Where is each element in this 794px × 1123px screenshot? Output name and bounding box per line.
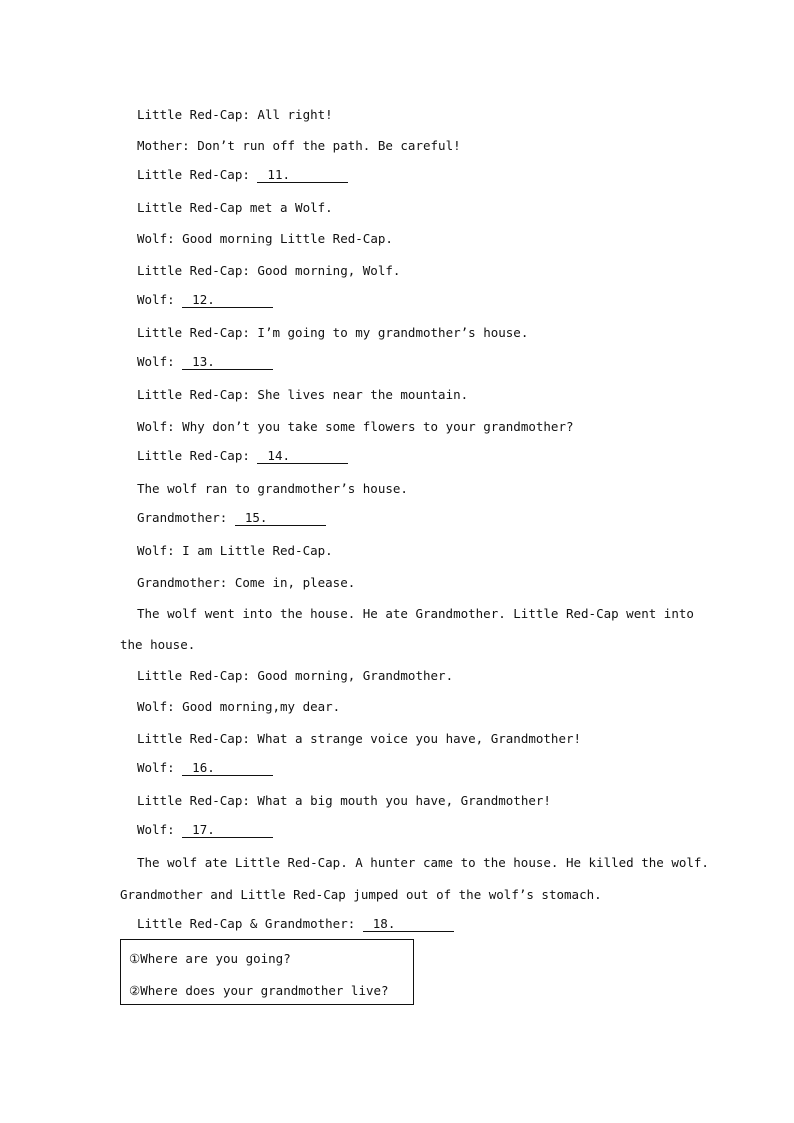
line-text: What a big mouth you have, Grandmother! xyxy=(257,793,551,808)
narration-line xyxy=(137,481,408,497)
dialogue-line xyxy=(137,263,400,279)
line-text: All right! xyxy=(257,107,333,122)
speaker: Grandmother: xyxy=(137,575,228,590)
speaker: Wolf: xyxy=(137,292,175,307)
speaker: Mother: xyxy=(137,138,190,153)
line-text: Grandmother and Little Red-Cap jumped out of the wolf’s stomach. xyxy=(120,887,602,902)
line-text: Don’t run off the path. Be careful! xyxy=(197,138,461,153)
answer-blank-13[interactable]: 13. xyxy=(182,355,273,370)
dialogue-line xyxy=(137,699,340,715)
answer-blank-14[interactable]: 14. xyxy=(257,449,348,464)
dialogue-line xyxy=(137,448,348,464)
line-text: She lives near the mountain. xyxy=(257,387,469,402)
line-text: Good morning, Wolf. xyxy=(257,263,401,278)
dialogue-line xyxy=(137,575,355,591)
narration-line xyxy=(137,200,333,216)
speaker: Wolf: xyxy=(137,760,175,775)
dialogue-line xyxy=(137,668,453,684)
speaker: Wolf: xyxy=(137,354,175,369)
speaker: Little Red-Cap: xyxy=(137,263,250,278)
line-text: The wolf went into the house. He ate Grandmother. Little Red-Cap went into xyxy=(137,606,694,621)
speaker: Little Red-Cap & Grandmother: xyxy=(137,916,356,931)
speaker: Wolf: xyxy=(137,543,175,558)
line-text: Good morning,my dear. xyxy=(182,699,341,714)
dialogue-line xyxy=(137,387,468,403)
answer-blank-18[interactable]: 18. xyxy=(363,917,454,932)
line-text: Good morning Little Red-Cap. xyxy=(182,231,393,246)
dialogue-line xyxy=(137,138,461,154)
speaker: Little Red-Cap: xyxy=(137,107,250,122)
speaker: Little Red-Cap: xyxy=(137,167,250,182)
speaker: Grandmother: xyxy=(137,510,228,525)
dialogue-line xyxy=(137,167,348,183)
line-text: I’m going to my grandmother’s house. xyxy=(257,325,529,340)
answer-options-box xyxy=(120,939,414,1005)
answer-blank-17[interactable]: 17. xyxy=(182,823,273,838)
speaker: Little Red-Cap: xyxy=(137,668,250,683)
speaker: Little Red-Cap: xyxy=(137,387,250,402)
speaker: Little Red-Cap: xyxy=(137,793,250,808)
dialogue-line xyxy=(137,354,273,370)
dialogue-line xyxy=(137,760,273,776)
dialogue-line xyxy=(137,822,273,838)
dialogue-line xyxy=(137,916,454,932)
narration-line xyxy=(137,855,709,871)
option-item-1: ①Where are you going? xyxy=(129,951,291,966)
dialogue-line xyxy=(137,510,326,526)
line-text: Come in, please. xyxy=(234,575,356,590)
line-text: I am Little Red-Cap. xyxy=(182,543,333,558)
line-text: What a strange voice you have, Grandmother! xyxy=(257,731,582,746)
answer-blank-16[interactable]: 16. xyxy=(182,761,273,776)
speaker: Wolf: xyxy=(137,822,175,837)
narration-line-continued xyxy=(120,637,195,653)
line-text: Why don’t you take some flowers to your grandmother? xyxy=(182,419,574,434)
line-text: Good morning, Grandmother. xyxy=(257,668,454,683)
option-item-2: ②Where does your grandmother live? xyxy=(129,983,389,998)
narration-line xyxy=(137,606,694,622)
dialogue-line xyxy=(137,793,551,809)
answer-blank-12[interactable]: 12. xyxy=(182,293,273,308)
speaker: Little Red-Cap: xyxy=(137,731,250,746)
narration-line-continued xyxy=(120,887,602,903)
dialogue-line xyxy=(137,325,528,341)
speaker: Wolf: xyxy=(137,231,175,246)
dialogue-line xyxy=(137,231,393,247)
dialogue-line xyxy=(137,731,581,747)
line-text: Little Red-Cap met a Wolf. xyxy=(137,200,333,215)
speaker: Wolf: xyxy=(137,699,175,714)
line-text: the house. xyxy=(120,637,196,652)
dialogue-line xyxy=(137,419,574,435)
line-text: The wolf ate Little Red-Cap. A hunter came to the house. He killed the wolf. xyxy=(137,855,709,870)
dialogue-line xyxy=(137,107,333,123)
answer-blank-11[interactable]: 11. xyxy=(257,168,348,183)
dialogue-line xyxy=(137,292,273,308)
line-text: The wolf ran to grandmother’s house. xyxy=(137,481,408,496)
answer-blank-15[interactable]: 15. xyxy=(235,511,326,526)
dialogue-line xyxy=(137,543,333,559)
speaker: Little Red-Cap: xyxy=(137,325,250,340)
speaker: Little Red-Cap: xyxy=(137,448,250,463)
speaker: Wolf: xyxy=(137,419,175,434)
